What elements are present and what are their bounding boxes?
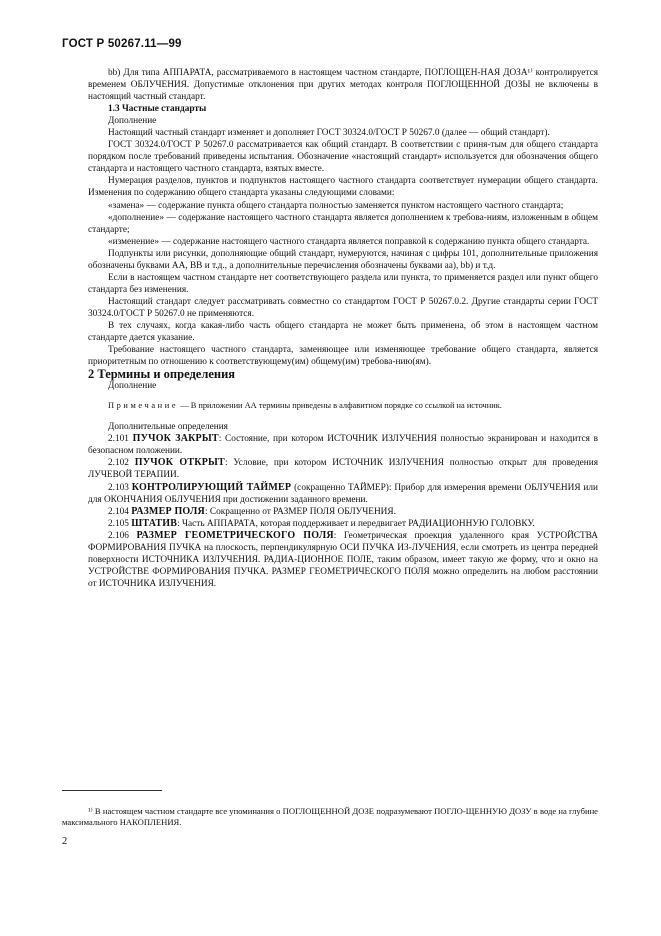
note (88, 400, 598, 411)
definition-term: ПУЧОК ЗАКРЫТ (132, 433, 219, 445)
definition-text: : Геометрическая проекция удаленного края УСТРОЙСТВА ФОРМИРОВАНИЯ ПУЧКА на плоскость, перпендикулярную ОСИ ПУЧКА ИЗ-ЛУЧЕНИЯ, если смотреть из центра передней поверхности ИСТОЧНИКА ИЗЛУЧЕНИЯ. РАДИА-ЦИОННОЕ ПОЛЕ, таким образом, имеет такую же форму, что и окно на УСТРОЙСТВЕ ФОРМИРОВАНИЯ ПУЧКА. РАЗМЕР ГЕОМЕТРИЧЕСКОГО ПОЛЯ можно определить на любом расстоянии от ИСТОЧНИКА ИЗЛУЧЕНИЯ. (88, 530, 598, 589)
definition-text: (сокращенно ТАЙМЕР): Прибор для измерения времени ОБЛУЧЕНИЯ или для ОКОНЧАНИЯ ОБЛУЧЕНИЯ при достижении заданного времени. (88, 482, 598, 505)
paragraph: Настоящий стандарт следует рассматривать совместно со стандартом ГОСТ Р 50267.0.2. Другие стандарты серии ГОСТ 30324.0/ГОСТ Р 50267.0 не применяются. (88, 296, 598, 319)
definition-number: 2.101 (108, 434, 129, 445)
subsection-addition-label: Дополнение (108, 116, 157, 127)
paragraph: «изменение» — содержание настоящего частного стандарта является поправкой к содержанию пункта общего стандарта. (108, 236, 590, 247)
section-addition-label: Дополнение (108, 381, 157, 392)
paragraph: Нумерация разделов, пунктов и подпунктов настоящего частного стандарта соответствует нумерации общего стандарта. Изменения по содержанию общего стандарта указаны следующими словами: (88, 176, 598, 199)
subsection-heading: 1.3 Частные стандарты (108, 104, 207, 115)
paragraph-bb: bb) Для типа АППАРАТА, рассматриваемого в настоящем частном стандарте, ПОГЛОЩЕН-НАЯ ДОЗА¹⁾ контролируется временем ОБЛУЧЕНИЯ. Допустимые отклонения при других методах контроля ПОГЛОЩЕННОЙ ДОЗЫ не включены в настоящий частный стандарт. (88, 68, 598, 103)
definition-number: 2.103 (108, 482, 129, 493)
definition-text: : Условие, при котором ИСТОЧНИК ИЗЛУЧЕНИЯ полностью открыт для проведения ЛУЧЕВОЙ ТЕРАПИИ. (88, 458, 598, 481)
footnote: ¹⁾ В настоящем частном стандарте все упоминания о ПОГЛОЩЕННОЙ ДОЗЕ подразумевают ПОГЛО-ЩЕННУЮ ДОЗУ в воде на глубине максимального НАКОПЛЕНИЯ. (62, 805, 598, 827)
definition-2-101 (88, 433, 598, 457)
paragraph: Настоящий частный стандарт изменяет и дополняет ГОСТ 30324.0/ГОСТ Р 50267.0 (далее — общий стандарт). (108, 128, 550, 139)
paragraph: Требование настоящего частного стандарта, заменяющее или изменяющее требование общего стандарта, является приоритетным по отношению к соответствующему(им) общему(им) требова-нию(ям). (88, 345, 598, 368)
definition-term: РАЗМЕР ГЕОМЕТРИЧЕСКОГО ПОЛЯ (136, 529, 334, 541)
definition-number: 2.104 (108, 506, 129, 517)
definition-number: 2.105 (108, 518, 129, 529)
definition-text: : Сокращенно от РАЗМЕР ПОЛЯ ОБЛУЧЕНИЯ. (204, 506, 396, 517)
paragraph: «дополнение» — содержание настоящего частного стандарта является дополнением к требова-ниям, изложенным в общем стандарте; (88, 212, 598, 235)
section-title: 2 Термины и определения (88, 367, 236, 382)
definition-2-104 (88, 506, 598, 518)
definition-text: : Часть АППАРАТА, которая поддерживает и передвигает РАДИАЦИОННУЮ ГОЛОВКУ. (177, 518, 535, 529)
note-label: Примечание (108, 401, 179, 411)
definition-number: 2.106 (108, 530, 129, 541)
definition-term: ШТАТИВ (131, 517, 178, 529)
definition-term: ПУЧОК ОТКРЫТ (134, 457, 225, 469)
paragraph: В тех случаях, когда какая-либо часть общего стандарта не может быть применена, об этом в настоящем частном стандарте дается указание. (88, 320, 598, 344)
definition-text: : Состояние, при котором ИСТОЧНИК ИЗЛУЧЕНИЯ полностью экранирован и находится в безопасном положении. (88, 434, 599, 457)
definition-2-103 (88, 482, 598, 506)
definition-number: 2.102 (108, 458, 129, 469)
note-text: — В приложении АА термины приведены в алфавитном порядке со ссылкой на источник. (178, 401, 502, 411)
definition-term: РАЗМЕР ПОЛЯ (131, 505, 205, 517)
definition-2-102 (88, 457, 598, 481)
paragraph: Если в настоящем частном стандарте нет соответствующего раздела или пункта, то применяется раздел или пункт общего стандарта без изменения. (88, 272, 598, 295)
paragraph: ГОСТ 30324.0/ГОСТ Р 50267.0 рассматривается как общий стандарт. В соответствии с приня-тым для общего стандарта порядком после требований приведены испытания. Обозначение «настоящий стандарт» используется для обозначения общего стандарта и настоящего частного стандарта, взятых вместе. (88, 140, 598, 175)
paragraph: «замена» — содержание пункта общего стандарта полностью заменяется пунктом настоящего частного стандарта; (108, 200, 564, 211)
definition-2-106 (88, 530, 598, 590)
page-body (88, 67, 598, 590)
page-number: 2 (62, 836, 68, 847)
paragraph: Подпункты или рисунки, дополняющие общий стандарт, нумеруются, начиная с цифры 101, дополнительные приложения обозначены буквами АА, ВВ и т.д., а дополнительные перечисления обозначены буквами аа), bb) и т.д. (88, 248, 598, 271)
page-header: ГОСТ Р 50267.11—99 (62, 38, 182, 50)
definition-term: КОНТРОЛИРУЮЩИЙ ТАЙМЕР (131, 481, 292, 493)
extra-definitions-label: Дополнительные определения (108, 422, 228, 433)
definition-2-105 (88, 518, 598, 530)
footnote-divider (62, 790, 162, 791)
